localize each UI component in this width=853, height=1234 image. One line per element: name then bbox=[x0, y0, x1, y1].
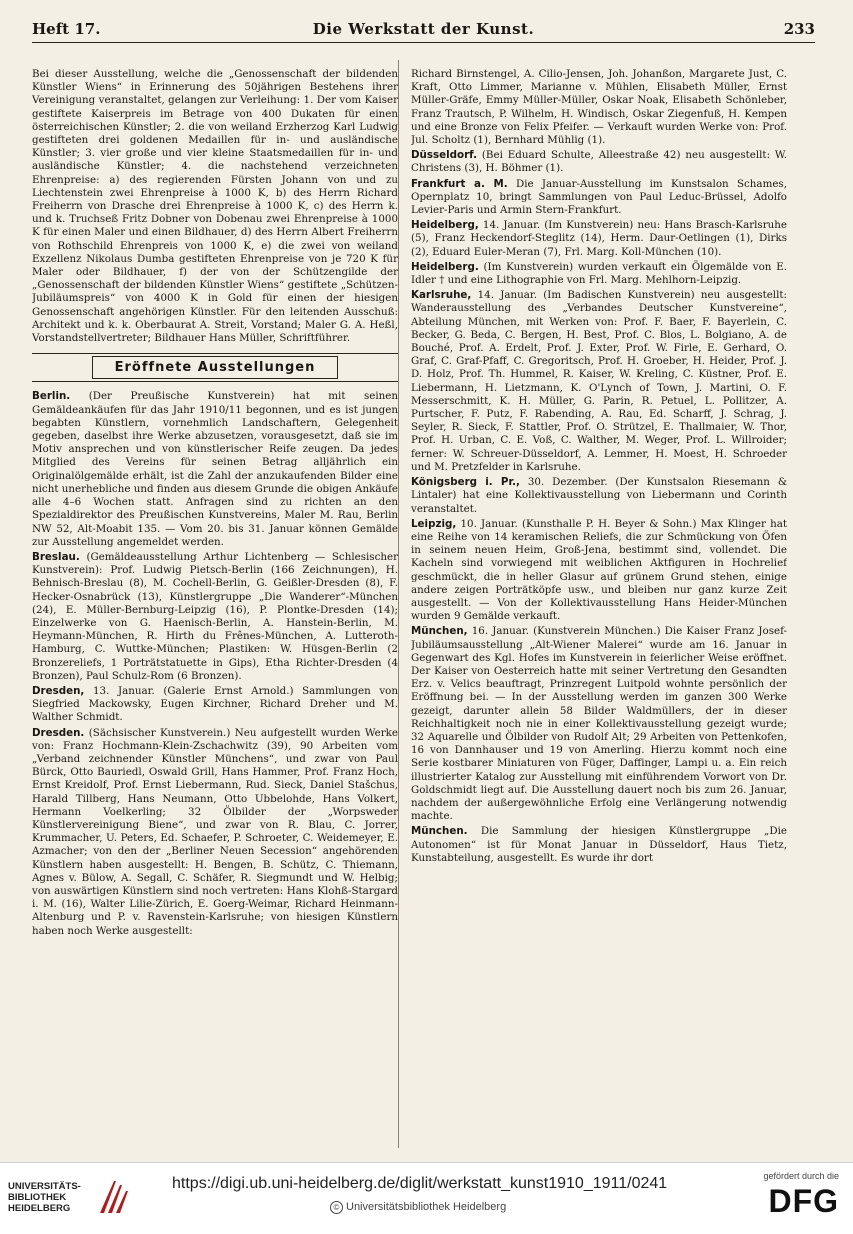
entry-text: 14. Januar. (Im Badischen Kunstverein) neu ausgestellt: Wanderausstellung des „Verbandes Deutscher Kunstvereine“, Abteilung München, mit Werken von: Prof. F. Baer, F. Bayerlein, C. Becker, G. Beda, C. Bergen, H. Best, Prof. C. Blos, L. Bolgiano, A. de Bouché, Prof. A. Erdelt, Prof. J. Exter, Prof. W. Firle, E. Gerhard, O. Graf, C. Graf-Pfaff, C. Gregoritsch, Prof. H. Groeber, H. Heider, Prof. J. D. Holz, Prof. Th. Hummel, R. Kaiser, W. Kreling, C. Küstner, Prof. E. Liebermann, H. Lietzmann, K. O'Lynch of Town, J. Martini, O. F. Messerschmitt, K. H. Müller, G. Parin, R. Petuel, L. Pollitzer, A. Purtscher, F. Putz, F. Rabending, A. Rau, Ed. Scharff, J. Schrag, J. Seyler, R. Sieck, F. Stattler, Prof. O. Strützel, E. Thallmaier, W. Thor, Prof. H. Urban, C. E. Voß, C. Walther, M. Weger, Prof. L. Willroider; ferner: W. Schreuer-Düsseldorf, A. Lemmer, H. Moest, H. Schroeder und M. Pretzfelder in Karlsruhe. bbox=[411, 289, 787, 473]
entry-paragraph bbox=[411, 68, 787, 147]
running-header bbox=[32, 18, 815, 43]
entry-paragraph bbox=[411, 518, 787, 624]
library-emblem-icon bbox=[96, 1177, 130, 1217]
dfg-logo[interactable]: DFG bbox=[768, 1183, 839, 1219]
entry-paragraph bbox=[411, 178, 787, 218]
right-column bbox=[411, 68, 787, 1148]
copyright-icon: © bbox=[330, 1201, 343, 1214]
entry-place: Dresden, bbox=[32, 684, 85, 697]
page-number: 233 bbox=[783, 20, 815, 38]
entry-place: München. bbox=[411, 825, 468, 838]
entry-paragraph bbox=[411, 625, 787, 823]
entry-text: 30. Dezember. (Der Kunstsalon Riesemann & Lintaler) hat eine Kollektivausstellung von Liebermann und Corinth veranstaltet. bbox=[411, 476, 787, 515]
entry-text: (Bei Eduard Schulte, Alleestraße 42) neu ausgestellt: W. Christens (3), H. Böhmer (1). bbox=[411, 149, 787, 175]
section-heading-frame bbox=[32, 353, 398, 382]
funding-label: gefördert durch die bbox=[763, 1171, 839, 1181]
entry-text: Die Januar-Ausstellung im Kunstsalon Schames, Opernplatz 10, bringt Sammlungen von Paul Leduc-Brüssel, Adolfo Levier-Paris und Armin Stern-Frankfurt. bbox=[411, 177, 787, 217]
entry-paragraph bbox=[411, 289, 787, 474]
entry-place: Leipzig, bbox=[411, 517, 457, 530]
library-name: UNIVERSITÄTS- BIBLIOTHEK HEIDELBERG bbox=[8, 1181, 81, 1214]
entry-text: Die Sammlung der hiesigen Künstlergruppe „Die Autonomen“ ist für Monat Januar in Düsseldorf, Haus Tietz, Kunstabteilung, ausgestellt. Es wurde ihr dort bbox=[411, 825, 787, 864]
entry-text: 14. Januar. (Im Kunstverein) neu: Hans Brasch-Karlsruhe (5), Franz Heckendorf-Steglitz (14), Herm. Daur-Oetlingen (1), Dirks (2), Eduard Euler-Meran (7), Frl. Marg. Koll-München (10). bbox=[411, 219, 787, 258]
entry-place: Frankfurt a. M. bbox=[411, 177, 508, 190]
entry-place: Düsseldorf. bbox=[411, 149, 477, 162]
copyright-notice bbox=[330, 1201, 506, 1214]
university-library-logo[interactable] bbox=[8, 1173, 158, 1223]
entry-place: Heidelberg, bbox=[411, 219, 479, 232]
intro-paragraph: Bei dieser Ausstellung, welche die „Genossenschaft der bildenden Künstler Wiens“ in Erinnerung des 50jährigen Bestehens ihrer Vereinigung veranstaltet, gelangen zur Verleihung: 1. Der vom Kaiser gestiftete Kaiserpreis im Betrage von 400 Dukaten für einen österreichischen Künstler; 2. die von weiland Erzherzog Karl Ludwig gestifteten drei goldenen Medaillen für in- und ausländische Künstler; 3. vier große und vier kleine Staatsmedaillen für in- und ausländische Künstler; 4. die nachstehend verzeichneten Ehrenpreise: a) des regierenden Fürsten Johann von und zu Liechtenstein zwei Ehrenpreise à 1000 K, b) des Herrn Richard Freiherrn von Drasche drei Ehrenpreise à 1000 K, c) des Herrn k. und k. Truchseß Fritz Dobner von Dobenau zwei Ehrenpreise à 1000 K für einen Maler und einen Bildhauer, d) des Herrn Albert Freiherrn von Rothschild Ehrenpreis von 1000 K, e) die zwei von weiland Exzellenz Nikolaus Dumba gestifteten Ehrenpreise von je 720 K für Maler oder Bildhauer, f) der von der Schützengilde der „Genossenschaft der bildenden Künstler Wiens“ gestiftete „Schützen-Jubiläumspreis“ von 4000 K in Gold für einen der hiesigen Genossenschaft angehörigen Künstler. Für den leitenden Ausschuß: Architekt und k. k. Oberbaurat A. Streit, Vorstand; Maler G. A. Heßl, Vorstandstellvertreter; Bildhauer Hans Müller, Schriftführer. bbox=[32, 68, 398, 345]
entry-place: Königsberg i. Pr., bbox=[411, 476, 520, 489]
section-heading: Eröffnete Ausstellungen bbox=[92, 356, 338, 379]
entry-place: Berlin. bbox=[32, 390, 71, 403]
journal-title: Die Werkstatt der Kunst. bbox=[312, 20, 535, 38]
entry-text: (Der Preußische Kunstverein) hat mit seinen Gemäldeankäufen für das Jahr 1910/11 begonnen, und es ist jungen begabten Künstlern, vornehmlich Landschaftern, Gelegenheit gegeben, daselbst ihre Werke abzusetzen, vorausgesetzt, daß sie im Motiv ansprechen und von künstlerischer Reife zeugen. Da jedes Mitglied des Vereins für seinen Betrag alljährlich ein Originalölgemälde erhält, ist die Zahl der anzukaufenden Bilder eine nicht unerhebliche und finden aus diesem Grunde die obigen Ankäufe alle 4–6 Wochen statt. Anfragen sind zu richten an den Spezialdirektor des Preußischen Kunstvereins, Maler M. Rau, Berlin NW 52, Alt-Moabit 135. — Vom 20. bis 31. Januar können Gemälde zur Ausstellung angemeldet werden. bbox=[32, 390, 398, 548]
entry-text: 13. Januar. (Galerie Ernst Arnold.) Sammlungen von Siegfried Mackowsky, Eugen Kirchner, Richard Dreher und M. Walther Schmidt. bbox=[32, 684, 398, 724]
entry-paragraph bbox=[411, 261, 787, 287]
entry-paragraph bbox=[411, 825, 787, 865]
permalink-url[interactable]: https://digi.ub.uni-heidelberg.de/diglit/werkstatt_kunst1910_1911/0241 bbox=[172, 1175, 668, 1192]
entry-paragraph bbox=[411, 219, 787, 259]
entry-place: München, bbox=[411, 625, 468, 638]
entry-place: Heidelberg. bbox=[411, 260, 479, 273]
entry-text: (Sächsischer Kunstverein.) Neu aufgestellt wurden Werke von: Franz Hochmann-Klein-Zschachwitz (39), 90 Arbeiten vom „Verband zeichnender Künstler Münchens“, und zwar von Paul Bürck, Otto Bauriedl, Oswald Grill, Hans Hammer, Prof. Franz Hoch, Ernst Kreidolf, Prof. Ernst Liebermann, Rud. Sieck, Daniel Stašchus, Harald Tillberg, Hans Neumann, Otto Ubbelohde, Hans Volkert, Hermann Voelkerling; 32 Ölbilder der „Worpsweder Künstlervereinigung Biene“, und zwar von R. Blau, C. Jorrer, Krummacher, U. Peters, Ed. Schaefer, P. Schroeter, C. Weidemeyer, E. Azmacher; von den der „Berliner Neuen Secession“ angehörenden Künstlern haben ausgestellt: H. Bengen, B. Schütz, C. Thiemann, Agnes v. Bülow, A. Segall, C. Schäfer, R. Siegmundt und W. Helbig; von auswärtigen Künstlern sind noch vertreten: Hans Klohß-Stargard i. M. (16), Walter Lilie-Zürich, E. Goerg-Weimar, Richard Heinmann-Altenburg und P. v. Ravenstein-Karlsruhe; von hiesigen Künstlern haben noch Werke ausgestellt: bbox=[32, 726, 398, 937]
viewer-footer bbox=[0, 1162, 853, 1234]
entry-paragraph bbox=[411, 476, 787, 516]
column-divider bbox=[398, 60, 399, 1148]
entry-paragraph bbox=[32, 685, 398, 725]
entry-paragraph bbox=[32, 727, 398, 938]
entry-paragraph bbox=[32, 390, 398, 548]
entry-text: 16. Januar. (Kunstverein München.) Die Kaiser Franz Josef-Jubiläumsausstellung „Alt-Wiener Malerei“ wurde am 16. Januar in Gegenwart des Kgl. Hofes im Kunstverein in feierlicher Weise eröffnet. Der Kaiser von Oesterreich hatte mit seiner Vertretung den Gesandten Erz. v. Velics beauftragt, Prinzregent Luitpold wohnte persönlich der Eröffnung bei. — In der Ausstellung werden im ganzen 300 Werke gezeigt, darunter allein 58 Bilder Waldmüllers, der in dieser Reichhaltigkeit noch nie in einer Kollektivausstellung gezeigt wurde; 32 Aquarelle und Ölbilder von Rudolf Alt; 29 Arbeiten von Pettenkofen, 16 von Dannhauser und 19 von Amerling. Hierzu kommt noch eine Serie kostbarer Miniaturen von Füger, Daffinger, Lampi u. a. Ein reich illustrierter Katalog zur Ausstellung mit einführendem Vorwort von Dr. Goldschmidt liegt auf. Die Ausstellung dauert noch bis zum 26. Januar, nachdem der außergewöhnliche Erfolg eine Verlängerung notwendig machte. bbox=[411, 625, 787, 823]
entry-text: Richard Birnstengel, A. Cilio-Jensen, Joh. Johanßon, Margarete Just, C. Kraft, Otto Limmer, Marianne v. Mühlen, Elisabeth Müller, Ernst Müller-Gräfe, Emmy Müller-Müller, Oskar Noak, Elisabeth Schönleber, Franz Trautsch, P. Wilhelm, H. Windisch, Oskar Ziegenfuß, H. Kempen und eine Bronze von Felix Pfeifer. — Verkauft wurden Werke von: Prof. Jul. Scholtz (1), Bernhard Mühlig (1). bbox=[411, 68, 787, 147]
entry-paragraph bbox=[32, 551, 398, 683]
entry-text: 10. Januar. (Kunsthalle P. H. Beyer & Sohn.) Max Klinger hat eine Reihe von 14 keramischen Reliefs, die zur Schmückung von Öfen in seinem neuen Heim, Groß-Jena, bestimmt sind, vollendet. Die Kacheln sind vorwiegend mit weiblichen Aktfiguren in Hochrelief geschmückt, die in heller Glasur auf grünem Grund stehen, einige andere zeigen Porträtköpfe usw., und bleiben nur ganz kurze Zeit ausgestellt. — Von der Kollektivausstellung Hans Heider-München wurden 9 Gemälde verkauft. bbox=[411, 517, 787, 623]
entry-place: Breslau. bbox=[32, 550, 80, 563]
copyright-text: Universitätsbibliothek Heidelberg bbox=[346, 1201, 507, 1213]
entry-paragraph bbox=[411, 149, 787, 175]
issue-number: Heft 17. bbox=[32, 20, 101, 38]
entry-place: Dresden. bbox=[32, 726, 85, 739]
entry-text: (Gemäldeausstellung Arthur Lichtenberg — Schlesischer Kunstverein): Prof. Ludwig Pietsch-Berlin (166 Zeichnungen), H. Behnisch-Breslau (8), M. Cochell-Berlin, G. Geißler-Dresden (8), F. Hecker-Osnabrück (13), Künstlergruppe „Die Wanderer“-München (24), E. Müller-Bernburg-Leipzig (16), P. Plontke-Dresden (14); Einzelwerke von G. Haenisch-Berlin, A. Hanstein-Berlin, M. Heymann-München, R. Hirth du Frênes-München, A. Lutteroth-Hamburg, C. Wuttke-München; Plastiken: W. Hüsgen-Berlin (2 Bronzereliefs, 1 Porträtstatuette in Gips), Etha Richter-Dresden (4 Bronzen), Paul Schulz-Rom (6 Bronzen). bbox=[32, 550, 398, 682]
entry-place: Karlsruhe, bbox=[411, 289, 472, 302]
left-column bbox=[32, 68, 398, 1148]
entry-text: (Im Kunstverein) wurden verkauft ein Ölgemälde von E. Idler † und eine Lithographie von Frl. Marg. Mehlhorn-Leipzig. bbox=[411, 260, 787, 287]
